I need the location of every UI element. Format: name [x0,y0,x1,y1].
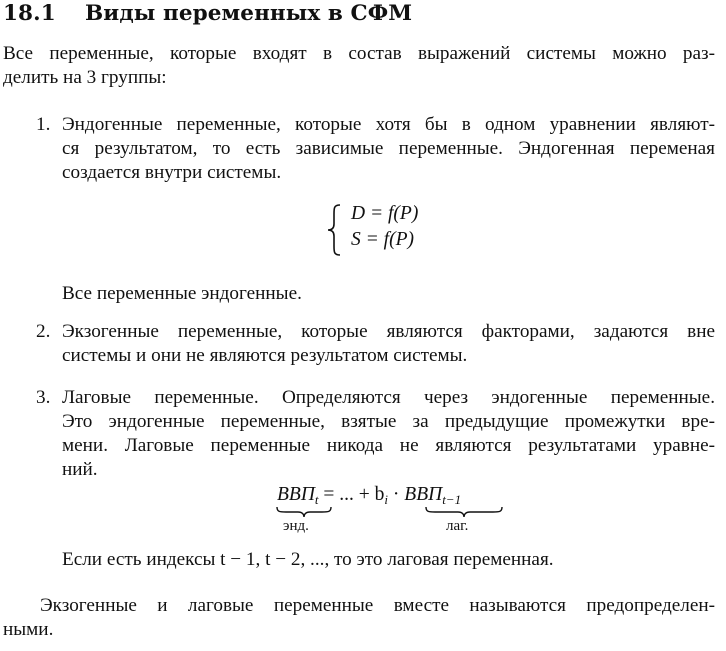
lag-formula: $ВВП_t$ = ... + $b_i \cdot ВВП_{t-1}$ [277,484,462,507]
item-3-line-3: мени. Лаговые переменные никода не являются результатами уравне- [62,435,715,456]
item-2-number: 2. [36,321,51,342]
intro-paragraph [3,42,715,90]
section-number: 18.1 [3,1,56,26]
item-1-after: Все переменные эндогенные. [62,283,302,304]
equation-1: D = f(P) [351,203,419,224]
section-title: Виды переменных в СФМ [85,1,413,26]
closing-line-1: Экзогенные и лаговые переменные вместе называются предопределен- [40,595,715,616]
formula-middle: = ... + b [323,484,385,505]
equation-system [325,202,455,258]
item-2-line-1: Экзогенные переменные, которые являются факторами, задаются вне [62,321,715,342]
item-1-number: 1. [36,114,51,135]
item-1-text [62,113,715,185]
item-1-line-2: ся результатом, то есть зависимые переменные. Эндогенная переменая [62,138,715,159]
item-2-line-2: системы и они не являются результатом системы. [62,345,468,366]
item-1-line-3: создается внутри системы. [62,162,282,183]
closing-paragraph [3,594,715,642]
intro-line-1: Все переменные, которые входят в состав выражений системы можно раз- [3,43,715,64]
item-3-text [62,386,715,482]
item-2-text [62,320,715,368]
underbrace-right-icon [425,506,503,518]
section-heading [3,1,412,26]
item-3-after: Если есть индексы t − 1, t − 2, ..., то это лаговая переменная. [62,549,554,570]
left-brace-icon [325,202,347,258]
item-1-line-1: Эндогенные переменные, которые хотя бы в одном уравнении являют- [62,114,715,135]
item-3-line-1: Лаговые переменные. Определяются через эндогенные переменные. [62,387,715,408]
equation-2: S = f(P) [351,229,414,250]
formula-lhs: $ВВП_t$ [277,484,319,507]
underbrace-left-icon [276,506,332,518]
intro-line-2: делить на 3 группы: [3,67,167,88]
item-3-line-2: Это эндогенные переменные, взятые за предыдущие промежутки вре- [62,411,715,432]
item-3-number: 3. [36,387,51,408]
label-endogenous: энд. [283,518,309,534]
closing-line-2: ными. [3,619,54,640]
label-lag: лаг. [446,518,469,534]
formula-rhs: $ВВП_{t-1}$ [404,484,462,507]
formula-dot: · [392,484,400,505]
item-3-line-4: ний. [62,459,98,480]
